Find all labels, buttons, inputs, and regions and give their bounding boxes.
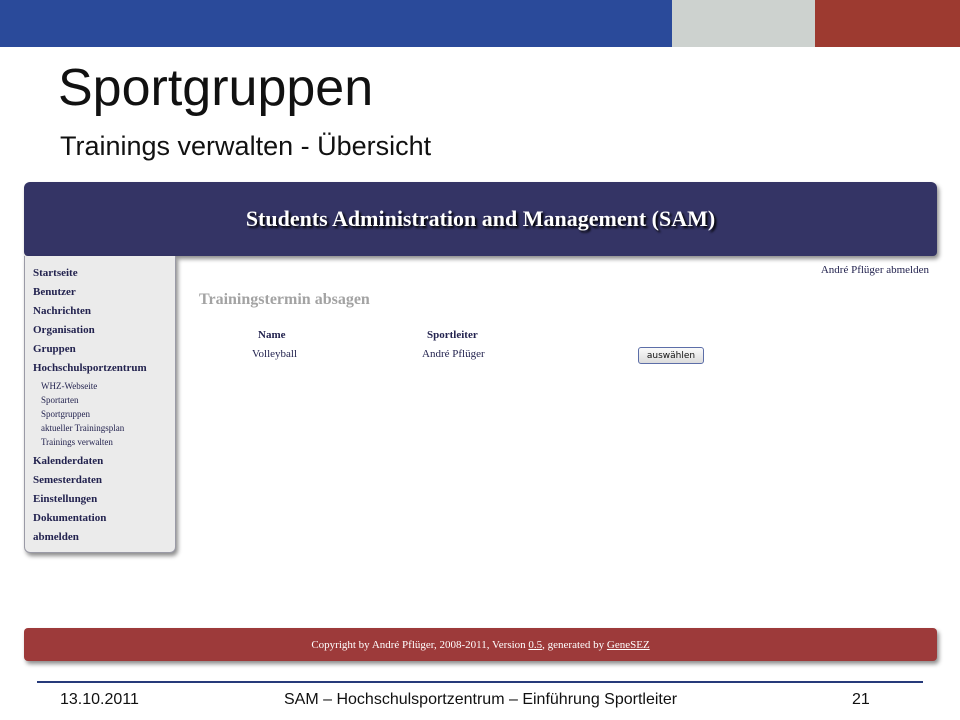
slide-title: Sportgruppen bbox=[58, 59, 374, 117]
cell-sportleiter: André Pflüger bbox=[422, 348, 485, 360]
app-title: Students Administration and Management (SAM) bbox=[245, 206, 716, 231]
nav-sub-whz-webseite[interactable]: WHZ-Webseite bbox=[41, 381, 98, 391]
nav-subgroup bbox=[33, 378, 175, 452]
footer-date: 13.10.2011 bbox=[60, 691, 139, 708]
top-bar-grey bbox=[672, 0, 815, 47]
sidebar-nav bbox=[24, 256, 176, 553]
app-footer bbox=[24, 628, 937, 661]
nav-sub-sportgruppen[interactable]: Sportgruppen bbox=[41, 409, 90, 419]
nav-sub-sportarten[interactable]: Sportarten bbox=[41, 395, 79, 405]
footer-divider bbox=[37, 681, 923, 683]
nav-dokumentation[interactable]: Dokumentation bbox=[33, 512, 107, 524]
nav-startseite[interactable]: Startseite bbox=[33, 267, 78, 279]
nav-hochschulsportzentrum[interactable]: Hochschulsportzentrum bbox=[33, 362, 147, 374]
page-number: 21 bbox=[852, 691, 870, 708]
nav-sub-trainingsplan[interactable]: aktueller Trainingsplan bbox=[41, 423, 125, 433]
generated-by-text: , generated by bbox=[542, 638, 605, 651]
genesez-link[interactable]: GeneSEZ bbox=[606, 638, 650, 651]
nav-nachrichten[interactable]: Nachrichten bbox=[33, 305, 92, 317]
nav-abmelden[interactable]: abmelden bbox=[33, 531, 79, 543]
column-header-sportleiter: Sportleiter bbox=[427, 329, 478, 341]
nav-einstellungen[interactable]: Einstellungen bbox=[33, 493, 98, 505]
user-logout-link[interactable]: André Pflüger abmelden bbox=[820, 264, 929, 276]
nav-semesterdaten[interactable]: Semesterdaten bbox=[33, 474, 103, 486]
select-button[interactable]: auswählen bbox=[638, 347, 704, 364]
cell-name: Volleyball bbox=[252, 348, 298, 360]
page-heading: Trainingstermin absagen bbox=[199, 291, 370, 308]
slide-subtitle: Trainings verwalten - Übersicht bbox=[60, 131, 432, 161]
app-header bbox=[24, 182, 937, 256]
nav-benutzer[interactable]: Benutzer bbox=[33, 286, 76, 298]
top-bar-red bbox=[815, 0, 960, 47]
copyright-text: Copyright by André Pflüger, 2008-2011, Version bbox=[311, 638, 526, 651]
nav-gruppen[interactable]: Gruppen bbox=[33, 343, 76, 355]
top-bar-blue bbox=[0, 0, 672, 47]
version-link[interactable]: 0.5 bbox=[528, 638, 543, 651]
nav-organisation[interactable]: Organisation bbox=[33, 324, 95, 336]
main-content bbox=[176, 256, 937, 626]
column-header-name: Name bbox=[258, 329, 286, 341]
footer-center-text: SAM – Hochschulsportzentrum – Einführung Sportleiter bbox=[284, 691, 678, 708]
nav-sub-trainings-verwalten[interactable]: Trainings verwalten bbox=[41, 437, 113, 447]
nav-kalenderdaten[interactable]: Kalenderdaten bbox=[33, 455, 104, 467]
